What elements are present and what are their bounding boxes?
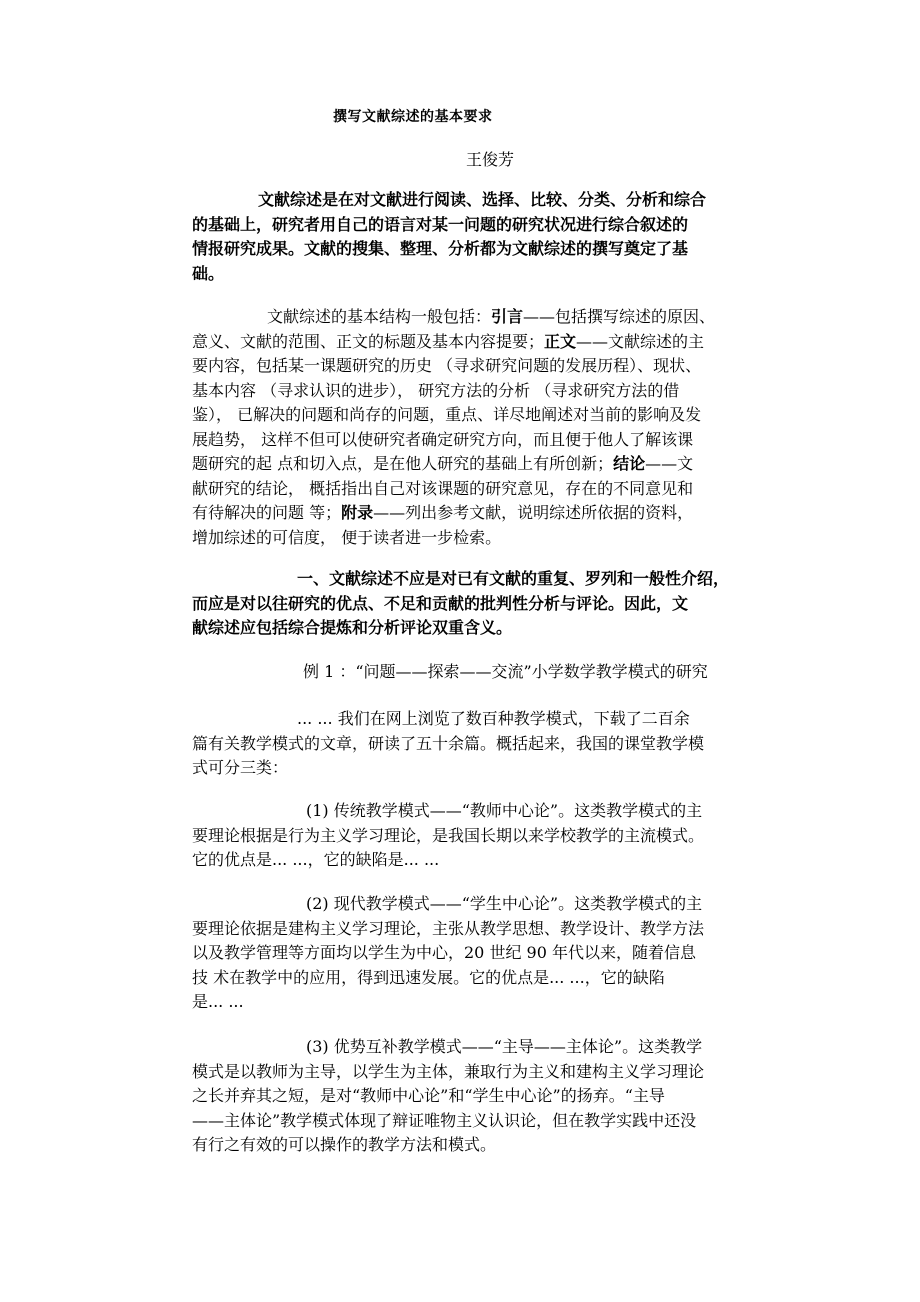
structure-line: 献研究的结论， 概括指出自己对该课题的研究意见，存在的不同意见和 <box>192 478 694 498</box>
paragraph-line: 技 术在教学中的应用，得到迅速发展。它的优点是... ...，它的缺陷 <box>192 967 665 987</box>
paragraph-line: 它的优点是... ...，它的缺陷是... ... <box>192 850 440 869</box>
paragraph-line: 是... ... <box>192 992 244 1011</box>
structure-line: 基本内容 （寻求认识的进步）， 研究方法的分析 （寻求研究方法的借 <box>192 380 680 400</box>
structure-line: 鉴）， 已解决的问题和尚存的问题，重点、详尽地阐述对当前的影响及发 <box>192 405 702 424</box>
paragraph-line: ——主体论”教学模式体现了辩证唯物主义认识论，但在教学实践中还没 <box>192 1110 697 1130</box>
abstract-paragraph <box>192 188 788 286</box>
example-1-title <box>192 660 788 685</box>
document-title: 撰写文献综述的基本要求 <box>333 109 493 125</box>
structure-line: 要内容，包括某一课题研究的历史 （寻求研究问题的发展历程）、现状、 <box>192 356 702 375</box>
structure-text: ——文献综述的主 <box>576 331 705 351</box>
complementary-model-paragraph <box>192 1035 788 1158</box>
paragraph-line: 式可分三类： <box>192 758 289 777</box>
structure-text: 意义、文献的范围、正文的标题及基本内容提要； <box>192 331 545 351</box>
traditional-model-paragraph <box>192 799 788 873</box>
example-intro-paragraph <box>192 707 788 781</box>
structure-line <box>192 330 788 355</box>
paragraph-line: 有行之有效的可以操作的教学方法和模式。 <box>192 1135 497 1154</box>
abstract-line: 文献综述是在对文献进行阅读、选择、比较、分类、分析和综合 <box>258 190 707 209</box>
paragraph-line: 以及教学管理等方面均以学生为中心，20 世纪 90 年代以来，随着信息 <box>192 943 696 962</box>
structure-line: 展趋势， 这样不但可以使研究者确定研究方向，而且便于他人了解该课 <box>192 429 694 449</box>
structure-text: 文献综述的基本结构一般包括： <box>267 307 492 326</box>
author-name: 王俊芳 <box>466 150 515 169</box>
structure-line: 增加综述的可信度， 便于读者进一步检索。 <box>192 527 502 547</box>
paragraph-line: 篇有关教学模式的文章，研读了五十余篇。概括起来，我国的课堂教学模 <box>192 733 705 753</box>
paragraph-line: ... ... 我们在网上浏览了数百种教学模式，下载了二百余 <box>297 709 690 728</box>
structure-line <box>192 305 788 330</box>
structure-text: ——包括撰写综述的原因、 <box>523 307 716 326</box>
structure-line <box>192 452 788 477</box>
abstract-line: 础。 <box>192 263 225 283</box>
section-1-heading <box>192 567 788 641</box>
abstract-line: 情报研究成果。文献的搜集、整理、分析都为文献综述的撰写奠定了基 <box>192 239 689 258</box>
paragraph-line: 模式是以教师为主导，以学生为主体，兼取行为主义和建构主义学习理论 <box>192 1061 705 1081</box>
example-1-line: 例 1 ：“问题——探索——交流”小学数学教学模式的研究 <box>303 662 708 681</box>
section-1-line: 献综述应包括综合提炼和分析评论双重含义。 <box>192 618 513 637</box>
section-1-line: 而应是对以往研究的优点、不足和贡献的批判性分析与评论。因此，文 <box>192 593 689 613</box>
keyword-body: 正文 <box>544 331 577 351</box>
paragraph-line: (1) 传统教学模式——“教师中心论”。这类教学模式的主 <box>306 801 703 820</box>
paragraph-line: 要理论根据是行为主义学习理论，是我国长期以来学校教学的主流模式。 <box>192 825 705 845</box>
paragraph-line: 之长并弃其之短，是对“教师中心论”和“学生中心论”的扬弃。“主导 <box>192 1086 665 1105</box>
paragraph-line: 要理论依据是建构主义学习理论，主张从教学思想、教学设计、教学方法 <box>192 918 705 938</box>
structure-text: 题研究的起 点和切入点，是在他人研究的基础上有所创新； <box>192 454 614 473</box>
keyword-appendix: 附录 <box>341 503 374 522</box>
paragraph-line: (2) 现代教学模式——“学生中心论”。这类教学模式的主 <box>306 894 703 913</box>
structure-text: ——文 <box>645 454 694 473</box>
section-1-line: 一、文献综述不应是对已有文献的重复、罗列和一般性介绍， <box>297 569 730 588</box>
keyword-introduction: 引言 <box>491 307 524 326</box>
structure-paragraph <box>192 305 788 550</box>
abstract-line: 的基础上，研究者用自己的语言对某一问题的研究状况进行综合叙述的 <box>192 214 689 234</box>
modern-model-paragraph <box>192 892 788 1015</box>
structure-text: ——列出参考文献，说明综述所依据的资料， <box>373 503 694 522</box>
structure-text: 有待解决的问题 等； <box>192 503 342 522</box>
structure-line <box>192 501 788 526</box>
keyword-conclusion: 结论 <box>613 454 646 473</box>
paragraph-line: (3) 优势互补教学模式——“主导——主体论”。这类教学 <box>306 1037 703 1056</box>
